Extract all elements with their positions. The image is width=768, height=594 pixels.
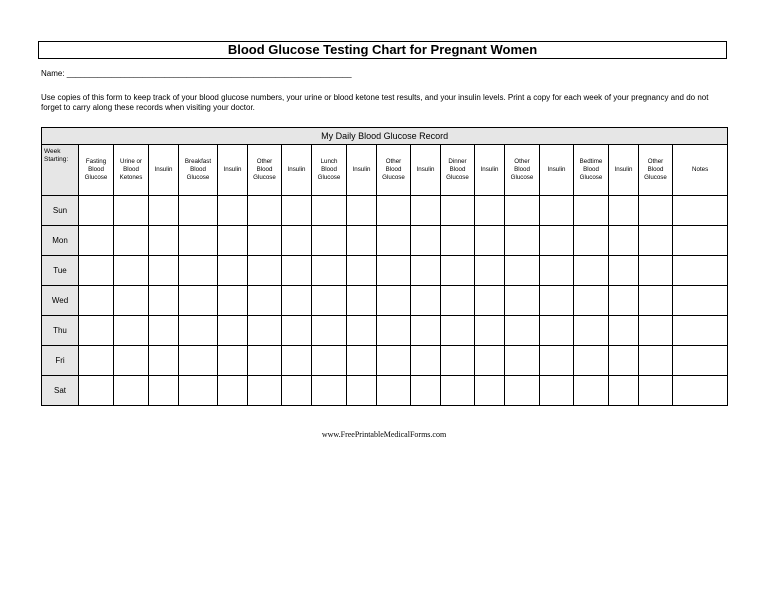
entry-cell[interactable] <box>179 286 218 316</box>
table-row <box>42 226 728 256</box>
entry-cell[interactable] <box>248 316 282 346</box>
entry-cell[interactable] <box>505 376 540 406</box>
entry-cell[interactable] <box>639 346 673 376</box>
entry-cell[interactable] <box>574 286 609 316</box>
entry-cell[interactable] <box>218 226 248 256</box>
entry-cell[interactable] <box>114 196 149 226</box>
day-label: Wed <box>42 286 79 316</box>
entry-cell[interactable] <box>574 226 609 256</box>
entry-cell[interactable] <box>639 196 673 226</box>
entry-cell[interactable] <box>114 286 149 316</box>
entry-cell[interactable] <box>149 226 179 256</box>
entry-cell[interactable] <box>312 196 347 226</box>
entry-cell[interactable] <box>149 196 179 226</box>
entry-cell[interactable] <box>149 286 179 316</box>
column-header-label: Week Starting: <box>44 148 69 163</box>
column-header-label: Bedtime Blood Glucose <box>579 158 603 181</box>
entry-cell[interactable] <box>347 316 377 346</box>
entry-cell[interactable] <box>377 226 411 256</box>
entry-cell[interactable] <box>79 196 114 226</box>
entry-cell[interactable] <box>574 376 609 406</box>
column-header-label: Insulin <box>614 166 633 173</box>
column-header-label: Insulin <box>547 166 566 173</box>
header-row <box>42 145 728 196</box>
entry-cell[interactable] <box>673 286 728 316</box>
entry-cell[interactable] <box>574 316 609 346</box>
entry-cell[interactable] <box>377 346 411 376</box>
entry-cell[interactable] <box>347 346 377 376</box>
column-header <box>639 145 673 196</box>
entry-cell[interactable] <box>411 256 441 286</box>
entry-cell[interactable] <box>79 346 114 376</box>
entry-cell[interactable] <box>347 376 377 406</box>
entry-cell[interactable] <box>79 256 114 286</box>
entry-cell[interactable] <box>282 196 312 226</box>
column-header <box>248 145 282 196</box>
entry-cell[interactable] <box>540 226 574 256</box>
entry-cell[interactable] <box>505 286 540 316</box>
entry-cell[interactable] <box>441 316 475 346</box>
record-title: My Daily Blood Glucose Record <box>42 128 728 145</box>
entry-cell[interactable] <box>282 376 312 406</box>
entry-cell[interactable] <box>218 316 248 346</box>
entry-cell[interactable] <box>248 256 282 286</box>
entry-cell[interactable] <box>411 316 441 346</box>
entry-cell[interactable] <box>475 256 505 286</box>
column-header <box>441 145 475 196</box>
entry-cell[interactable] <box>609 346 639 376</box>
column-header <box>540 145 574 196</box>
entry-cell[interactable] <box>347 196 377 226</box>
day-label: Mon <box>42 226 79 256</box>
entry-cell[interactable] <box>639 226 673 256</box>
entry-cell[interactable] <box>377 196 411 226</box>
entry-cell[interactable] <box>673 346 728 376</box>
entry-cell[interactable] <box>673 196 728 226</box>
column-header <box>673 145 728 196</box>
entry-cell[interactable] <box>441 346 475 376</box>
entry-cell[interactable] <box>218 376 248 406</box>
column-header <box>609 145 639 196</box>
entry-cell[interactable] <box>79 316 114 346</box>
column-header <box>574 145 609 196</box>
instructions-text: Use copies of this form to keep track of your blood glucose numbers, your urine or blood ketone test results, and your insulin levels. Print a copy for each week of your pregnancy and do not forget to carry along these records when visiting your doctor. <box>41 93 709 112</box>
entry-cell[interactable] <box>475 286 505 316</box>
entry-cell[interactable] <box>248 346 282 376</box>
entry-cell[interactable] <box>218 256 248 286</box>
entry-cell[interactable] <box>475 226 505 256</box>
entry-cell[interactable] <box>639 286 673 316</box>
column-header-label: Other Blood Glucose <box>644 158 667 181</box>
entry-cell[interactable] <box>574 256 609 286</box>
column-header-label: Insulin <box>154 166 173 173</box>
column-header <box>149 145 179 196</box>
entry-cell[interactable] <box>377 256 411 286</box>
entry-cell[interactable] <box>282 316 312 346</box>
entry-cell[interactable] <box>411 286 441 316</box>
entry-cell[interactable] <box>149 346 179 376</box>
entry-cell[interactable] <box>377 316 411 346</box>
column-header <box>179 145 218 196</box>
entry-cell[interactable] <box>79 286 114 316</box>
day-label: Fri <box>42 346 79 376</box>
column-header <box>505 145 540 196</box>
entry-cell[interactable] <box>248 196 282 226</box>
entry-cell[interactable] <box>114 376 149 406</box>
entry-cell[interactable] <box>639 256 673 286</box>
entry-cell[interactable] <box>248 226 282 256</box>
entry-cell[interactable] <box>218 286 248 316</box>
entry-cell[interactable] <box>639 376 673 406</box>
entry-cell[interactable] <box>179 196 218 226</box>
entry-cell[interactable] <box>639 316 673 346</box>
entry-cell[interactable] <box>312 256 347 286</box>
entry-cell[interactable] <box>218 196 248 226</box>
entry-cell[interactable] <box>411 226 441 256</box>
entry-cell[interactable] <box>218 346 248 376</box>
column-header-label: Insulin <box>352 166 371 173</box>
entry-cell[interactable] <box>179 226 218 256</box>
entry-cell[interactable] <box>312 376 347 406</box>
column-header <box>282 145 312 196</box>
column-header-label: Insulin <box>287 166 306 173</box>
entry-cell[interactable] <box>114 226 149 256</box>
entry-cell[interactable] <box>505 196 540 226</box>
entry-cell[interactable] <box>475 376 505 406</box>
entry-cell[interactable] <box>609 226 639 256</box>
entry-cell[interactable] <box>79 226 114 256</box>
entry-cell[interactable] <box>574 196 609 226</box>
chart-title: Blood Glucose Testing Chart for Pregnant Women <box>38 41 727 59</box>
entry-cell[interactable] <box>282 346 312 376</box>
column-header <box>218 145 248 196</box>
entry-cell[interactable] <box>673 256 728 286</box>
entry-cell[interactable] <box>282 256 312 286</box>
column-header-label: Dinner Blood Glucose <box>446 158 469 181</box>
entry-cell[interactable] <box>179 316 218 346</box>
day-label: Sat <box>42 376 79 406</box>
entry-cell[interactable] <box>114 256 149 286</box>
entry-cell[interactable] <box>312 316 347 346</box>
entry-cell[interactable] <box>505 346 540 376</box>
table-row <box>42 286 728 316</box>
entry-cell[interactable] <box>540 316 574 346</box>
entry-cell[interactable] <box>411 346 441 376</box>
entry-cell[interactable] <box>114 316 149 346</box>
entry-cell[interactable] <box>540 286 574 316</box>
entry-cell[interactable] <box>377 376 411 406</box>
column-header-label: Insulin <box>416 166 435 173</box>
entry-cell[interactable] <box>540 346 574 376</box>
footer-website: www.FreePrintableMedicalForms.com <box>321 430 447 439</box>
entry-cell[interactable] <box>441 196 475 226</box>
entry-cell[interactable] <box>609 196 639 226</box>
entry-cell[interactable] <box>475 196 505 226</box>
day-rows <box>42 196 728 406</box>
entry-cell[interactable] <box>540 196 574 226</box>
entry-cell[interactable] <box>441 256 475 286</box>
column-header <box>347 145 377 196</box>
glucose-record-table <box>41 127 728 406</box>
column-header-label: Fasting Blood Glucose <box>84 158 108 181</box>
column-header <box>79 145 114 196</box>
entry-cell[interactable] <box>505 316 540 346</box>
entry-cell[interactable] <box>673 376 728 406</box>
name-field: Name: ________________________________________________________________ <box>41 69 352 78</box>
entry-cell[interactable] <box>347 286 377 316</box>
column-header-label: Notes <box>692 166 709 173</box>
entry-cell[interactable] <box>179 346 218 376</box>
entry-cell[interactable] <box>312 226 347 256</box>
entry-cell[interactable] <box>475 346 505 376</box>
entry-cell[interactable] <box>505 256 540 286</box>
entry-cell[interactable] <box>540 376 574 406</box>
entry-cell[interactable] <box>248 376 282 406</box>
column-header <box>475 145 505 196</box>
entry-cell[interactable] <box>79 376 114 406</box>
column-header <box>377 145 411 196</box>
entry-cell[interactable] <box>411 376 441 406</box>
entry-cell[interactable] <box>411 196 441 226</box>
entry-cell[interactable] <box>609 316 639 346</box>
entry-cell[interactable] <box>377 286 411 316</box>
week-starting-header <box>42 145 79 196</box>
day-label: Tue <box>42 256 79 286</box>
day-label: Sun <box>42 196 79 226</box>
entry-cell[interactable] <box>149 256 179 286</box>
entry-cell[interactable] <box>149 376 179 406</box>
column-header-label: Insulin <box>480 166 499 173</box>
entry-cell[interactable] <box>347 256 377 286</box>
column-header-label: Urine or Blood Ketones <box>119 158 143 181</box>
entry-cell[interactable] <box>441 226 475 256</box>
entry-cell[interactable] <box>282 226 312 256</box>
entry-cell[interactable] <box>179 376 218 406</box>
table-row <box>42 256 728 286</box>
entry-cell[interactable] <box>609 286 639 316</box>
column-header-label: Other Blood Glucose <box>382 158 405 181</box>
column-header <box>312 145 347 196</box>
entry-cell[interactable] <box>574 346 609 376</box>
entry-cell[interactable] <box>673 316 728 346</box>
entry-cell[interactable] <box>609 376 639 406</box>
entry-cell[interactable] <box>673 226 728 256</box>
column-header-label: Breakfast Blood Glucose <box>184 158 212 181</box>
table-row <box>42 196 728 226</box>
table-row <box>42 316 728 346</box>
entry-cell[interactable] <box>475 316 505 346</box>
entry-cell[interactable] <box>312 346 347 376</box>
column-header <box>411 145 441 196</box>
entry-cell[interactable] <box>540 256 574 286</box>
column-header-label: Lunch Blood Glucose <box>317 158 341 181</box>
column-header-label: Other Blood Glucose <box>510 158 534 181</box>
entry-cell[interactable] <box>441 376 475 406</box>
column-header-label: Other Blood Glucose <box>253 158 276 181</box>
entry-cell[interactable] <box>248 286 282 316</box>
entry-cell[interactable] <box>149 316 179 346</box>
entry-cell[interactable] <box>505 226 540 256</box>
entry-cell[interactable] <box>609 256 639 286</box>
entry-cell[interactable] <box>114 346 149 376</box>
table-row <box>42 376 728 406</box>
entry-cell[interactable] <box>312 286 347 316</box>
entry-cell[interactable] <box>347 226 377 256</box>
column-header-label: Insulin <box>223 166 242 173</box>
table-row <box>42 346 728 376</box>
entry-cell[interactable] <box>441 286 475 316</box>
entry-cell[interactable] <box>179 256 218 286</box>
day-label: Thu <box>42 316 79 346</box>
entry-cell[interactable] <box>282 286 312 316</box>
column-header <box>114 145 149 196</box>
